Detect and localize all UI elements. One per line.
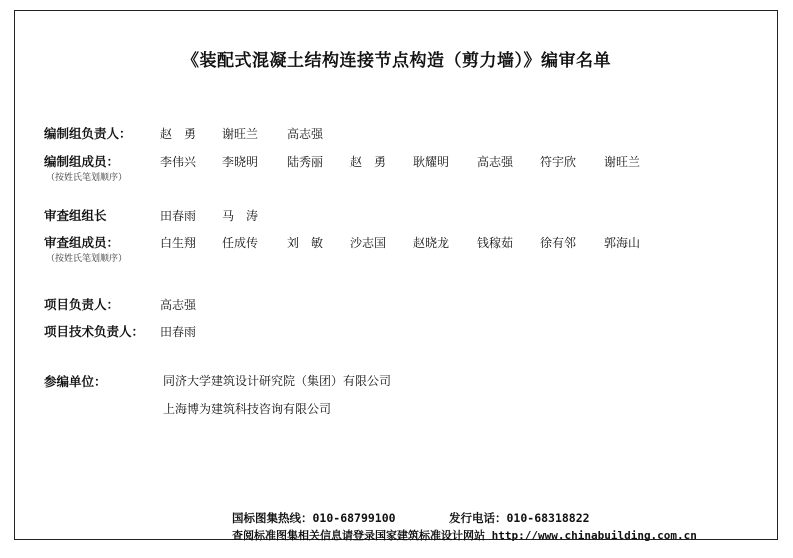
compile-lead-name: 谢旺兰 <box>222 127 259 141</box>
project-tech-lead-name: 田春雨 <box>160 325 197 339</box>
compile-member-name: 谢旺兰 <box>604 155 641 169</box>
compile-member-name: 李晓明 <box>222 155 259 169</box>
compile-lead-name: 高志强 <box>287 127 324 141</box>
review-members-label: 审查组成员： <box>44 235 120 250</box>
compile-member-name: 符宇欣 <box>540 155 577 169</box>
review-lead-name: 马 涛 <box>222 209 259 223</box>
participant-unit: 上海博为建筑科技咨询有限公司 <box>163 402 332 416</box>
review-member-name: 钱稼茹 <box>477 236 514 250</box>
compile-member-name: 赵 勇 <box>350 155 387 169</box>
review-member-name: 沙志国 <box>350 236 387 250</box>
review-member-name: 任成传 <box>222 236 259 250</box>
page-title: 《装配式混凝土结构连接节点构造（剪力墙）》编审名单 <box>182 51 611 71</box>
footer-website: 查阅标准图集相关信息请登录国家建筑标准设计网站 http://www.chinabuilding.com.cn <box>232 529 697 542</box>
compile-members-note: （按姓氏笔划顺序） <box>46 173 128 183</box>
review-member-name: 徐有邻 <box>540 236 577 250</box>
compile-member-name: 耿耀明 <box>413 155 450 169</box>
compile-members-label: 编制组成员： <box>44 154 120 169</box>
compile-member-name: 李伟兴 <box>160 155 197 169</box>
review-member-name: 赵晓龙 <box>413 236 450 250</box>
compile-lead-name: 赵 勇 <box>160 127 197 141</box>
project-lead-label: 项目负责人： <box>44 297 120 312</box>
project-tech-lead-label: 项目技术负责人： <box>44 324 145 339</box>
compile-member-name: 陆秀丽 <box>287 155 324 169</box>
review-members-note: （按姓氏笔划顺序） <box>46 254 128 264</box>
footer-sales-phone: 发行电话：010-68318822 <box>449 511 590 525</box>
review-member-name: 白生翔 <box>160 236 197 250</box>
review-member-name: 刘 敏 <box>287 236 324 250</box>
page-frame <box>14 10 778 540</box>
participants-label: 参编单位： <box>44 374 107 389</box>
footer-hotline: 国标图集热线：010-68799100 <box>232 511 396 525</box>
project-lead-name: 高志强 <box>160 298 197 312</box>
review-lead-label: 审查组组长 <box>44 208 107 223</box>
compile-member-name: 高志强 <box>477 155 514 169</box>
compile-lead-label: 编制组负责人： <box>44 126 132 141</box>
review-lead-name: 田春雨 <box>160 209 197 223</box>
participant-unit: 同济大学建筑设计研究院（集团）有限公司 <box>163 374 392 388</box>
review-member-name: 郭海山 <box>604 236 641 250</box>
